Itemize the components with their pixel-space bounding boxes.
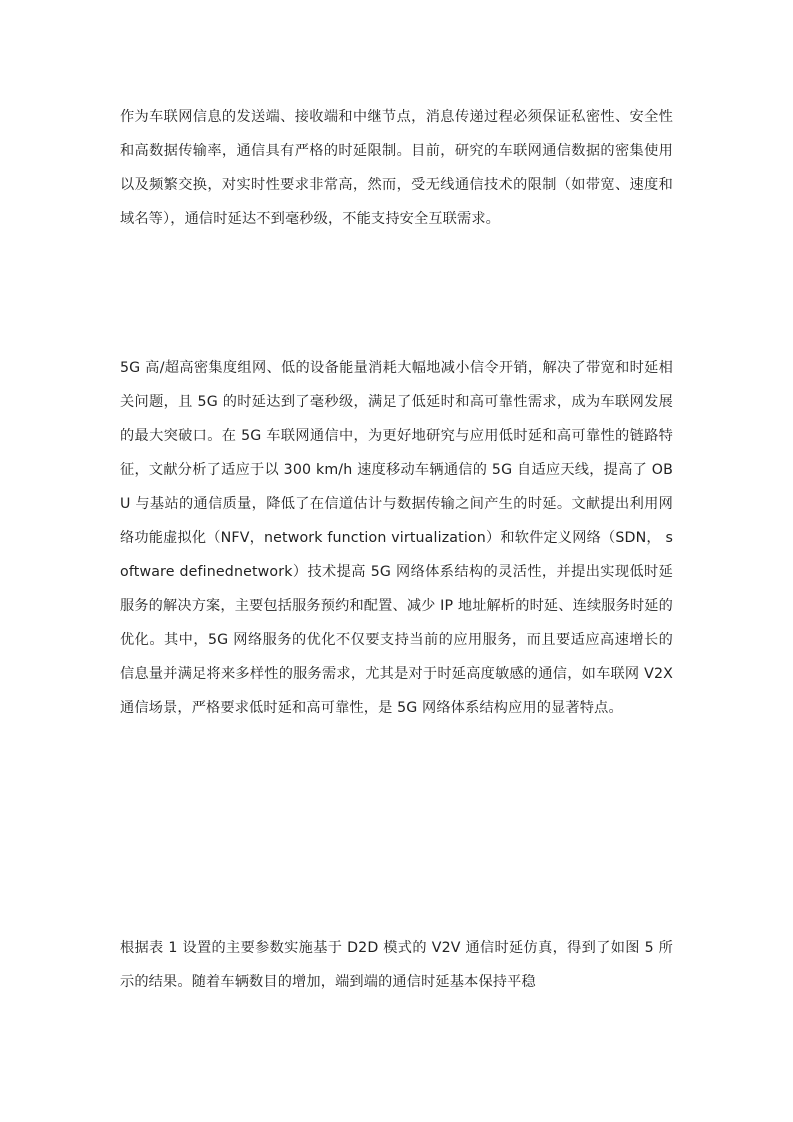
paragraph-2: 5G 高/超高密集度组网、低的设备能量消耗大幅地减小信令开销，解决了带宽和时延相关问题，且 5G 的时延达到了毫秒级，满足了低延时和高可靠性需求，成为车联网发展的最大突破口。在 5G 车联网通信中，为更好地研究与应用低时延和高可靠性的链路特征，文献分析了适应于以 300 km/h 速度移动车辆通信的 5G 自适应天线，提高了 OBU 与基站的通信质量，降低了在信道估计与数据传输之间产生的时延。文献提出利用网络功能虚拟化（NFV，network function virtualization）和软件定义网络（SDN， software definednetwork）技术提高 5G 网络体系结构的灵活性，并提出实现低时延服务的解决方案，主要包括服务预约和配置、减少 IP 地址解析的时延、连续服务时延的优化。其中，5G 网络服务的优化不仅要支持当前的应用服务，而且要适应高速增长的信息量并满足将来多样性的服务需求，尤其是对于时延高度敏感的通信，如车联网 V2X 通信场景，严格要求低时延和高可靠性，是 5G 网络体系结构应用的显著特点。 <box>120 360 673 716</box>
paragraph-1: 作为车联网信息的发送端、接收端和中继节点，消息传递过程必须保证私密性、安全性和高数据传输率，通信具有严格的时延限制。目前，研究的车联网通信数据的密集使用以及频繁交换，对实时性要求非常高，然而，受无线通信技术的限制（如带宽、速度和域名等），通信时延达不到毫秒级，不能支持安全互联需求。 <box>120 109 673 227</box>
paragraph-3: 根据表 1 设置的主要参数实施基于 D2D 模式的 V2V 通信时延仿真，得到了如图 5 所示的结果。随着车辆数目的增加，端到端的通信时延基本保持平稳 <box>120 940 673 990</box>
